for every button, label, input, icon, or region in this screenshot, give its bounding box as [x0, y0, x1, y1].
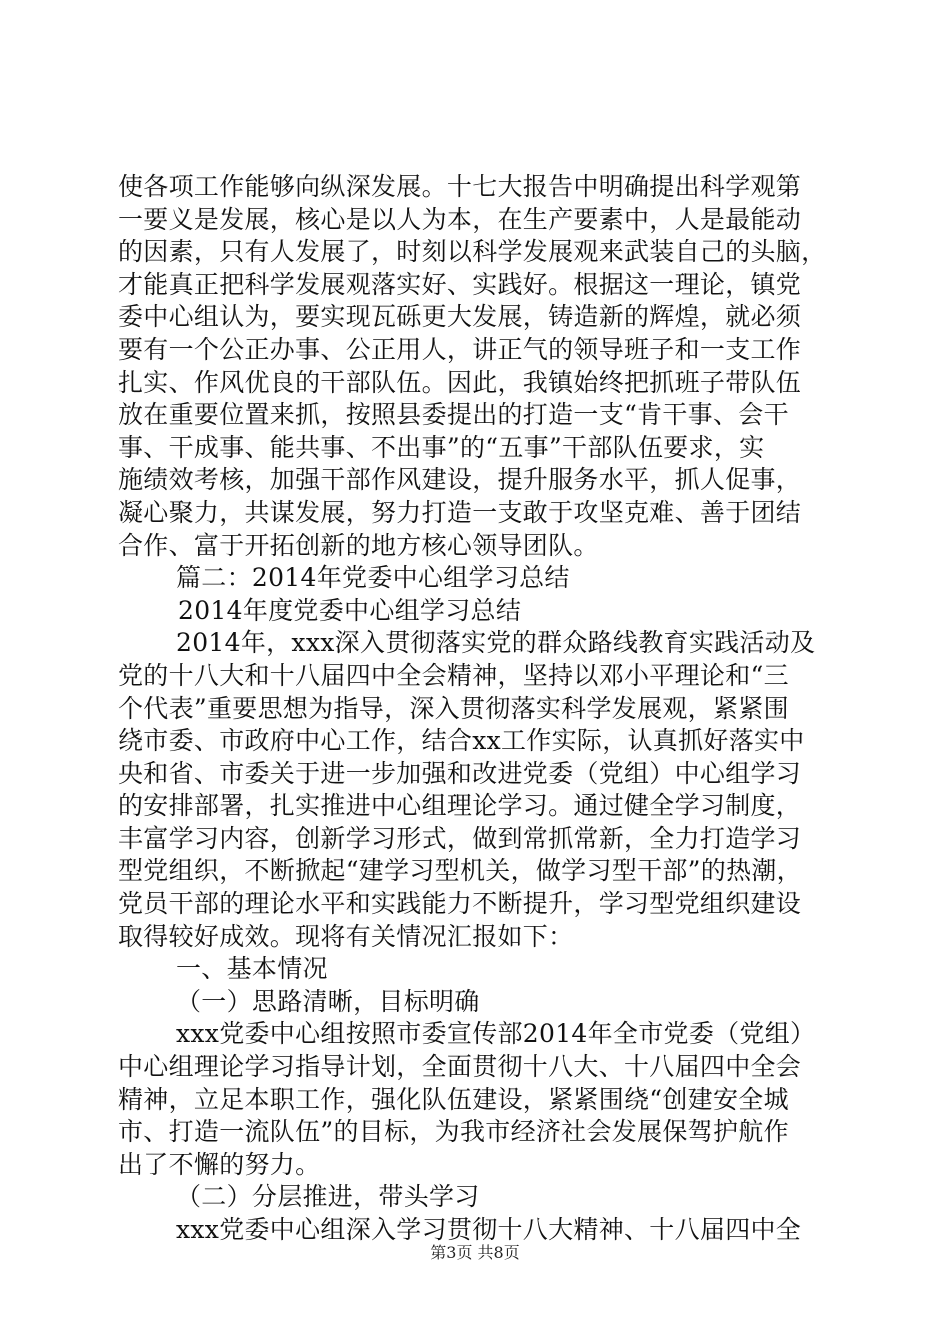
text-line: 党员干部的理论水平和实践能力不断提升，学习型党组织建设 [118, 889, 802, 919]
page-number-footer: 第3页 共8页 [430, 1243, 520, 1262]
text-line: 委中心组认为，要实现瓦砾更大发展，铸造新的辉煌，就必须 [118, 302, 802, 332]
text-line: 放在重要位置来抓，按照县委提出的打造一支“肯干事、会干 [118, 400, 789, 430]
text-line: 施绩效考核，加强干部作风建设，提升服务水平，抓人促事， [118, 465, 802, 495]
text-line: 合作、富于开拓创新的地方核心领导团队。 [118, 530, 599, 560]
text-line: 出了不懈的努力。 [118, 1149, 321, 1179]
text-line: 精神，立足本职工作，强化队伍建设，紧紧围绕“创建安全城 [118, 1084, 789, 1114]
subsection-heading: 一、基本情况 [176, 954, 328, 984]
document-title: 2014年度党委中心组学习总结 [178, 595, 522, 625]
text-line: 的因素，只有人发展了，时刻以科学发展观来武装自己的头脑， [118, 237, 827, 267]
text-line: 要有一个公正办事、公正用人，讲正气的领导班子和一支工作 [118, 334, 802, 364]
text-line: 使各项工作能够向纵深发展。十七大报告中明确提出科学观第 [118, 172, 802, 201]
text-line: xxx党委中心组深入学习贯彻十八大精神、十八届四中全 [176, 1215, 802, 1244]
section-heading: 篇二：2014年党委中心组学习总结 [176, 563, 570, 593]
text-line: 2014年，xxx深入贯彻落实党的群众路线教育实践活动及 [176, 628, 816, 658]
text-line: 绕市委、市政府中心工作，结合xx工作实际，认真抓好落实中 [118, 726, 805, 756]
text-line: 个代表”重要思想为指导，深入贯彻落实科学发展观，紧紧围 [118, 693, 789, 723]
text-line: 央和省、市委关于进一步加强和改进党委（党组）中心组学习 [118, 758, 802, 788]
text-line: 一要义是发展，核心是以人为本，在生产要素中，人是最能动 [118, 204, 802, 234]
text-line: 的安排部署，扎实推进中心组理论学习。通过健全学习制度， [118, 791, 802, 821]
text-line: 中心组理论学习指导计划，全面贯彻十八大、十八届四中全会 [118, 1052, 802, 1082]
subsection-heading: （一）思路清晰，目标明确 [176, 986, 480, 1016]
text-line: 凝心聚力，共谋发展，努力打造一支敢于攻坚克难、善于团结 [118, 497, 802, 527]
subsection-heading: （二）分层推进，带头学习 [176, 1182, 480, 1212]
text-line: 才能真正把科学发展观落实好、实践好。根据这一理论，镇党 [118, 269, 802, 299]
text-line: 市、打造一流队伍”的目标，为我市经济社会发展保驾护航作 [118, 1117, 789, 1147]
text-line: 扎实、作风优良的干部队伍。因此，我镇始终把抓班子带队伍 [118, 367, 802, 397]
document-body [118, 171, 838, 1247]
text-line: 取得较好成效。现将有关情况汇报如下： [118, 921, 574, 951]
text-line: 丰富学习内容，创新学习形式，做到常抓常新，全力打造学习 [118, 823, 802, 853]
text-line: 党的十八大和十八届四中全会精神，坚持以邓小平理论和“三 [118, 660, 789, 690]
text-line: 事、干成事、能共事、不出事”的“五事”干部队伍要求，实 [118, 432, 765, 462]
text-line: 型党组织，不断掀起“建学习型机关，做学习型干部”的热潮， [118, 856, 802, 886]
text-line: xxx党委中心组按照市委宣传部2014年全市党委（党组） [176, 1019, 816, 1049]
